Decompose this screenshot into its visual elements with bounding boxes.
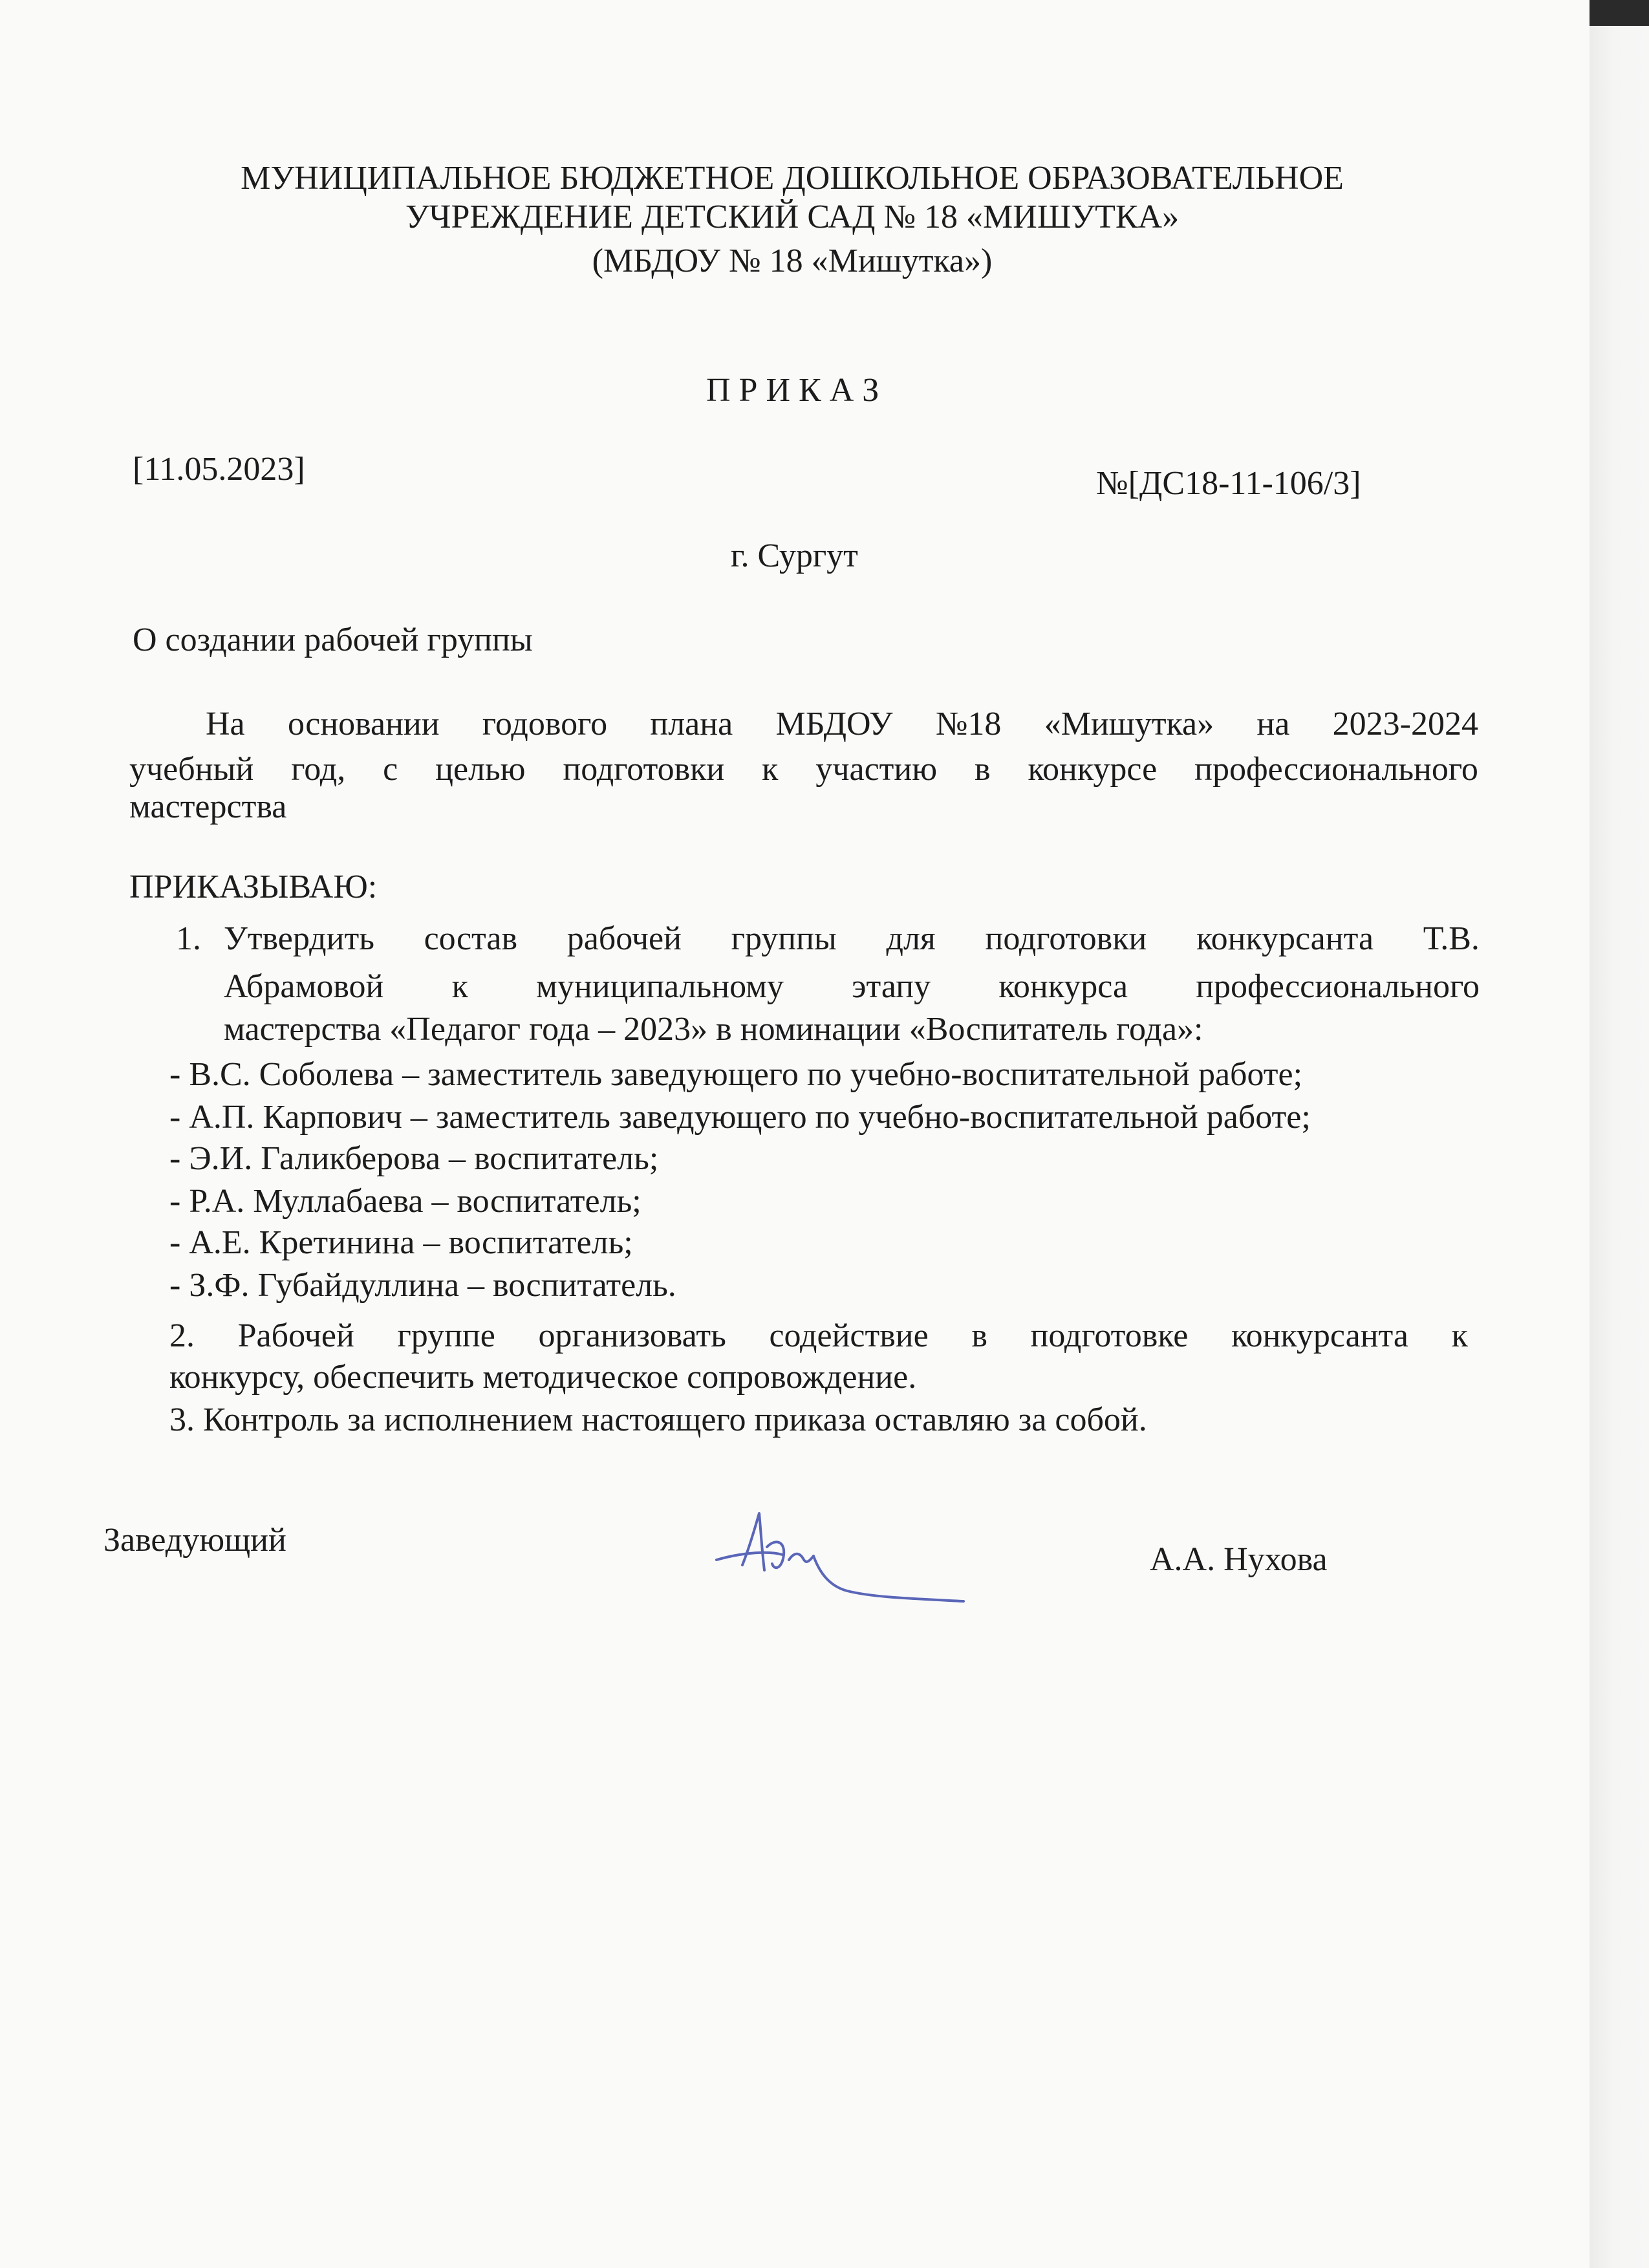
order-title: П Р И К А З <box>706 372 879 409</box>
handwritten-signature <box>705 1487 976 1617</box>
item-1-line-1: Утвердить состав рабочей группы для подготовки конкурсанта Т.В. <box>224 920 1480 957</box>
item-2-line-2: конкурсу, обеспечить методическое сопровождение. <box>169 1359 917 1396</box>
order-date: [11.05.2023] <box>133 451 305 488</box>
order-word: ПРИКАЗЫВАЮ: <box>129 869 378 905</box>
header-line-3: (МБДОУ № 18 «Мишутка») <box>592 243 993 279</box>
item-1-number: 1. <box>176 920 201 957</box>
member-line: - Р.А. Муллабаева – воспитатель; <box>169 1183 641 1220</box>
header-line-1: МУНИЦИПАЛЬНОЕ БЮДЖЕТНОЕ ДОШКОЛЬНОЕ ОБРАЗОВАТЕЛЬНОЕ <box>241 160 1344 197</box>
header-line-2: УЧРЕЖДЕНИЕ ДЕТСКИЙ САД № 18 «МИШУТКА» <box>405 199 1180 235</box>
preamble-line-3: мастерства <box>129 788 287 825</box>
city: г. Сургут <box>731 537 858 574</box>
scan-edge <box>1590 0 1649 2268</box>
item-1-line-3: мастерства «Педагог года – 2023» в номинации «Воспитатель года»: <box>224 1011 1203 1048</box>
order-number: №[ДС18-11-106/3] <box>1096 465 1361 502</box>
item-1-line-2: Абрамовой к муниципальному этапу конкурса профессионального <box>224 968 1480 1005</box>
member-line: - Э.И. Галикберова – воспитатель; <box>169 1140 659 1177</box>
member-line: - А.Е. Кретинина – воспитатель; <box>169 1224 633 1261</box>
member-line: - В.С. Соболева – заместитель заведующего по учебно-воспитательной работе; <box>169 1056 1303 1093</box>
preamble-line-2: учебный год, с целью подготовки к участию в конкурсе профессионального <box>129 751 1478 788</box>
preamble-line-1: На основании годового плана МБДОУ №18 «Мишутка» на 2023-2024 <box>206 706 1478 742</box>
member-line: - З.Ф. Губайдуллина – воспитатель. <box>169 1267 676 1304</box>
order-subject: О создании рабочей группы <box>133 621 533 658</box>
scan-corner-shadow <box>1590 0 1649 26</box>
item-3: 3. Контроль за исполнением настоящего приказа оставляю за собой. <box>169 1401 1147 1438</box>
signer-position: Заведующий <box>103 1522 286 1559</box>
member-line: - А.П. Карпович – заместитель заведующего по учебно-воспитательной работе; <box>169 1099 1311 1136</box>
item-2-line-1: 2. Рабочей группе организовать содействие в подготовке конкурсанта к <box>169 1317 1468 1354</box>
signer-name: А.А. Нухова <box>1150 1541 1328 1578</box>
